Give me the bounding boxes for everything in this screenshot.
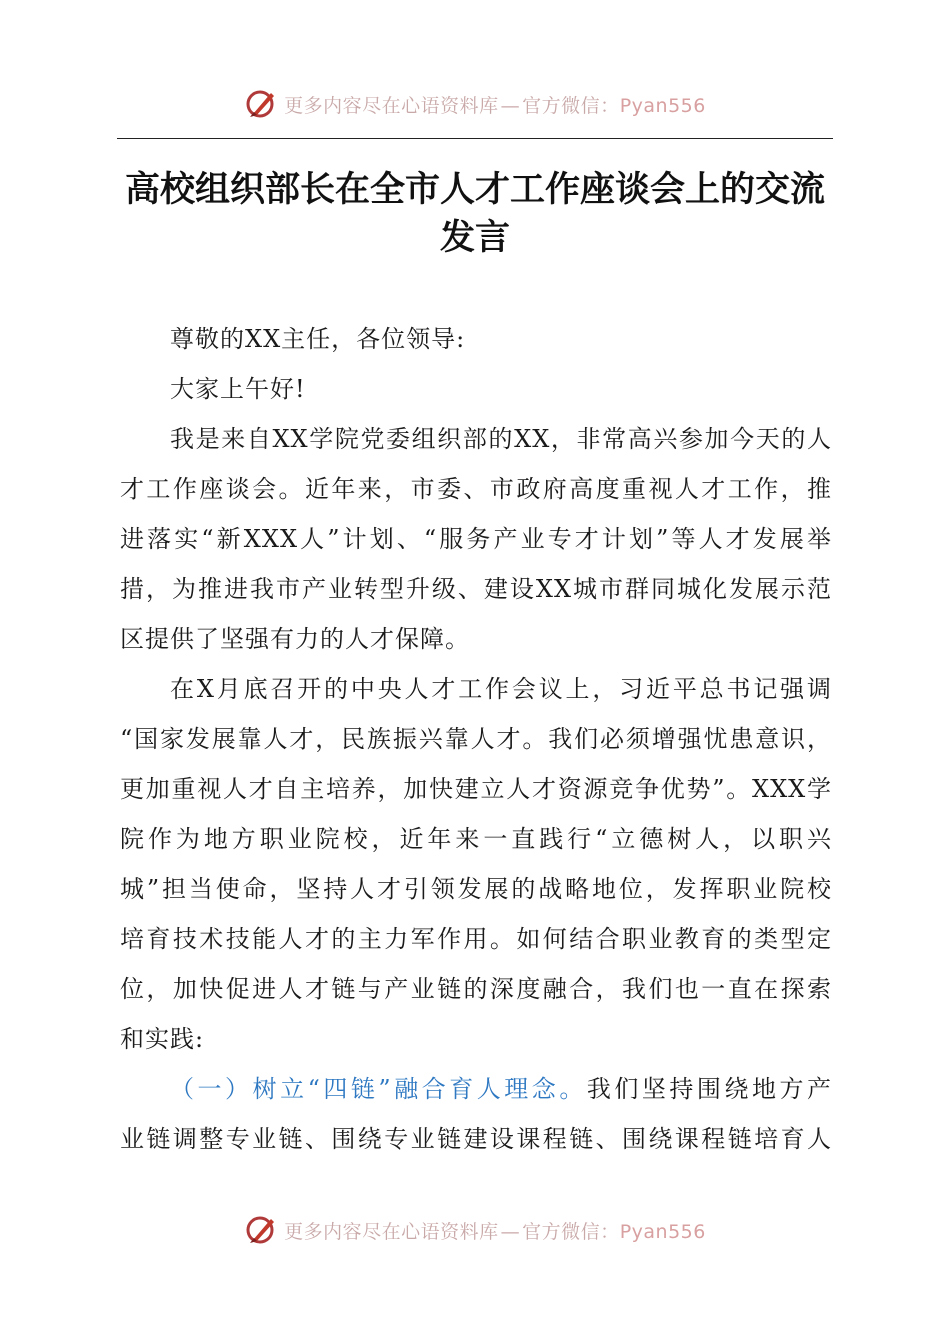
paragraph-line: 区提供了坚强有力的人才保障。 (120, 625, 470, 653)
paragraph-line: 业链调整专业链、围绕专业链建设课程链、围绕课程链培育人 (120, 1125, 832, 1153)
paragraph-line: 在X月底召开的中央人才工作会议上，习近平总书记强调 (170, 675, 832, 703)
title-line-2: 发言 (439, 217, 510, 258)
section-1-first-line (120, 1064, 832, 1114)
paragraph-line: 位，加快促进人才链与产业链的深度融合，我们也一直在探索 (120, 975, 832, 1003)
watermark-header (0, 84, 950, 124)
watermark-text: 更多内容尽在心语资料库 — 官方微信：Pyan556 (284, 1220, 706, 1243)
paragraph-line: 培育技术技能人才的主力军作用。如何结合职业教育的类型定 (120, 925, 832, 953)
header-divider (117, 138, 833, 139)
paragraph-line: 措，为推进我市产业转型升级、建设XX城市群同城化发展示范 (120, 575, 832, 603)
pen-logo-icon (244, 87, 278, 121)
section-1-heading: （一）树立“四链”融合育人理念。 (170, 1075, 587, 1103)
paragraph-line: 更加重视人才自主培养，加快建立人才资源竞争优势”。XXX学 (120, 775, 832, 803)
watermark-text: 更多内容尽在心语资料库 — 官方微信：Pyan556 (284, 94, 706, 117)
paragraph-line: 我是来自XX学院党委组织部的XX，非常高兴参加今天的人 (170, 425, 832, 453)
hello-line: 大家上午好! (170, 375, 306, 403)
document-body (120, 314, 832, 1164)
paragraph-line: “国家发展靠人才，民族振兴靠人才。我们必须增强忧患意识， (120, 725, 832, 753)
pen-logo-icon (244, 1213, 278, 1247)
title-line-1: 高校组织部长在全市人才工作座谈会上的交流 (124, 169, 825, 210)
section-1-text: 我们坚持围绕地方产 (586, 1075, 832, 1103)
paragraph-line: 和实践: (120, 1025, 205, 1053)
paragraph-line: 院作为地方职业院校，近年来一直践行“立德树人，以职兴 (120, 825, 832, 853)
paragraph-line: 城”担当使命，坚持人才引领发展的战略地位，发挥职业院校 (120, 875, 832, 903)
greeting-line: 尊敬的XX主任，各位领导: (170, 325, 466, 353)
document-title (117, 166, 833, 262)
watermark-footer (0, 1210, 950, 1250)
paragraph-line: 才工作座谈会。近年来，市委、市政府高度重视人才工作，推 (120, 475, 832, 503)
paragraph-line: 进落实“新XXX人”计划、“服务产业专才计划”等人才发展举 (120, 525, 832, 553)
